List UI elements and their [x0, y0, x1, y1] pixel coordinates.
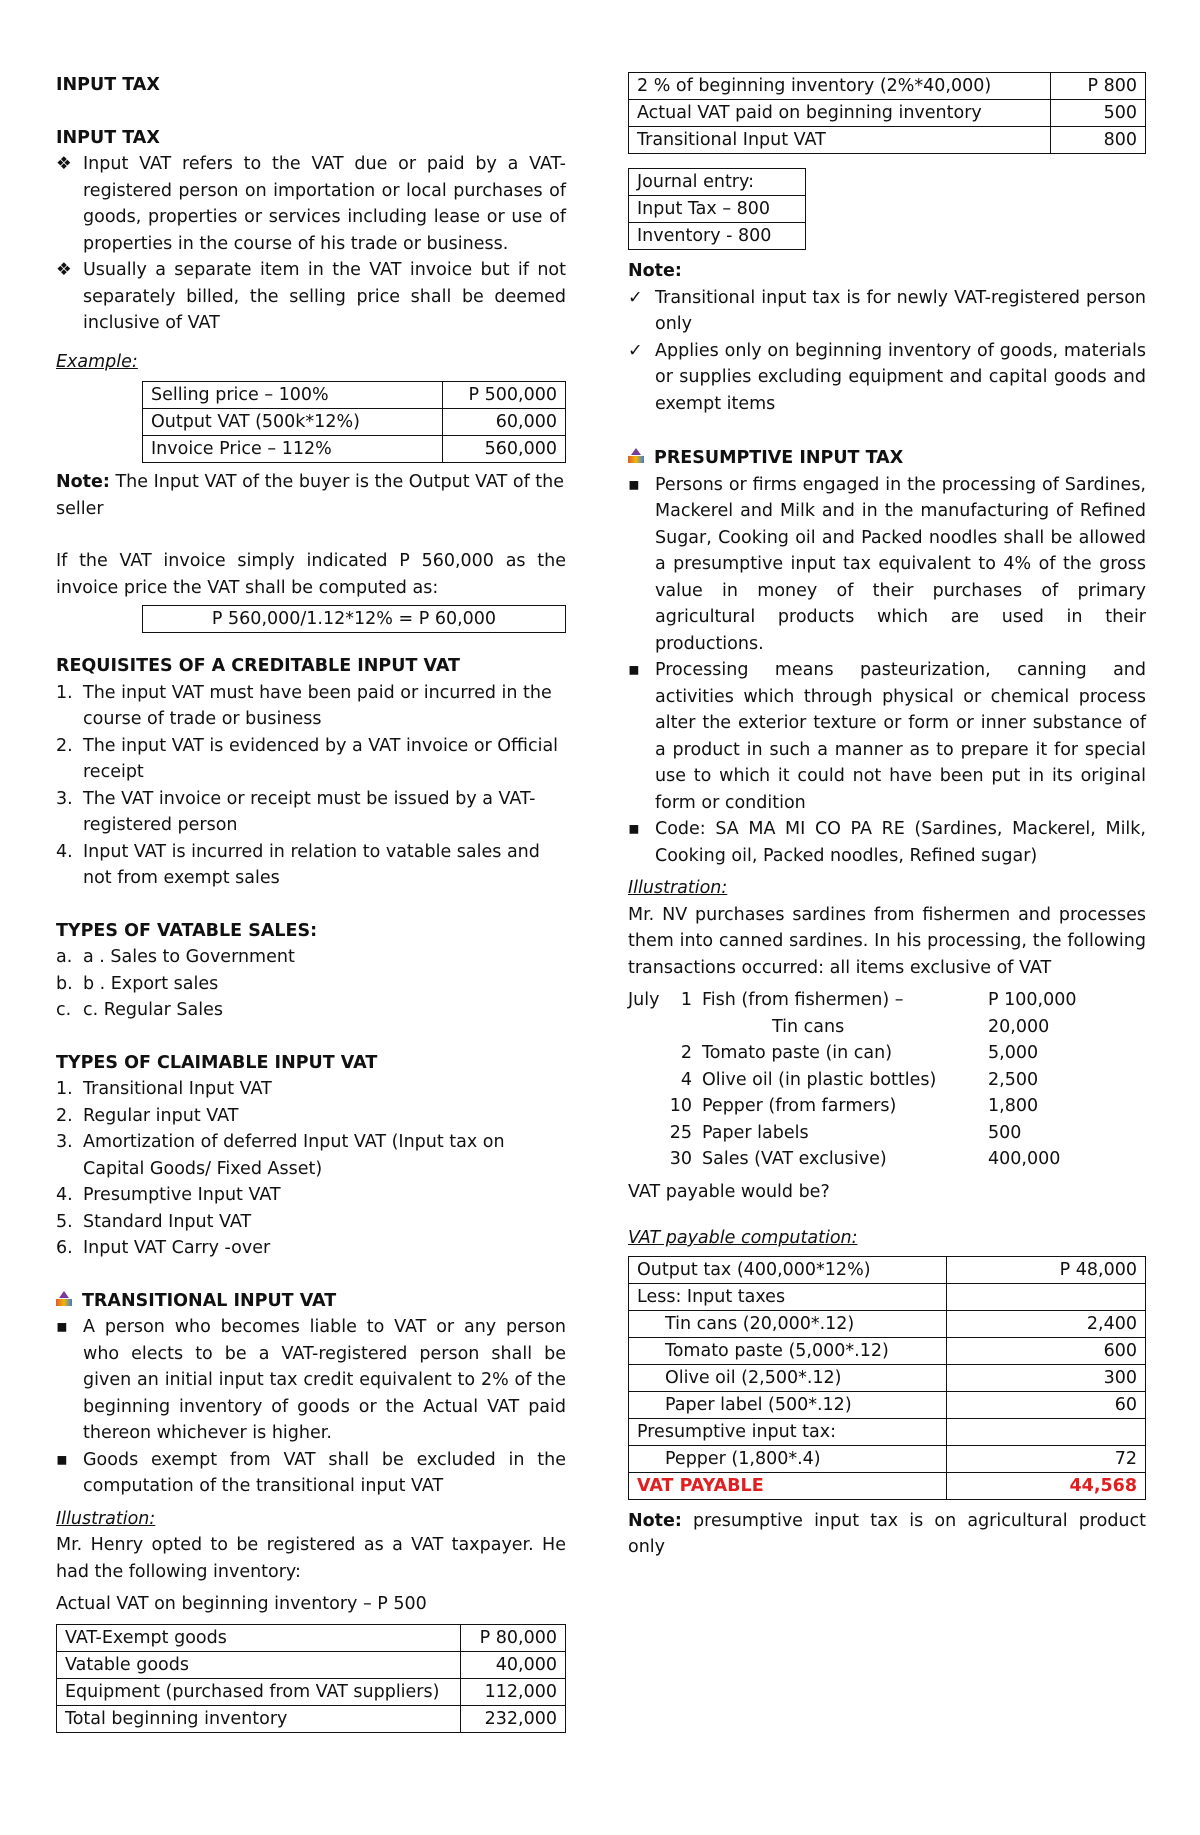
diamond-bullet-icon: ❖ [56, 260, 72, 280]
vatable-sales-heading: TYPES OF VATABLE SALES: [56, 920, 318, 941]
table-row: Paper label (500*.12) 60 [629, 1391, 1146, 1418]
note-heading: Note: [628, 261, 682, 281]
table-row: 30 Sales (VAT exclusive) 400,000 [669, 1149, 1061, 1169]
table-row: Presumptive input tax: [629, 1418, 1146, 1445]
illustration-label: Illustration: [56, 1508, 156, 1529]
table-row: Less: Input taxes [629, 1283, 1146, 1310]
list-item: a. a . Sales to Government [56, 947, 295, 967]
list-item: 6. Input VAT Carry -over [56, 1238, 271, 1258]
table-row: Tin cans (20,000*.12) 2,400 [629, 1310, 1146, 1337]
square-bullet-icon: ▪ [628, 474, 640, 495]
list-item: 3. Amortization of deferred Input VAT (Input tax on Capital Goods/ Fixed Asset) [56, 1132, 505, 1179]
table-row: VAT-Exempt goods P 80,000 [57, 1624, 566, 1651]
list-item: ▪ Processing means pasteurization, canning and activities which through physical or chemical process alter the exterior texture or form or inner substance of a product in such a manner as to prepare it for special use to which it could not have been put in its original form or condition [628, 657, 1146, 816]
list-item: 5. Standard Input VAT [56, 1211, 252, 1232]
note-checklist [628, 285, 1146, 418]
right-column [628, 72, 1146, 1561]
table-row: Transitional Input VAT 800 [629, 127, 1146, 154]
table-row: Inventory - 800 [629, 223, 806, 250]
list-item: 2. The input VAT is evidenced by a VAT invoice or Official receipt [56, 735, 559, 782]
document-title: INPUT TAX [56, 75, 160, 95]
computation-label: VAT payable computation: [628, 1228, 858, 1248]
table-row: 25 Paper labels 500 [669, 1122, 1022, 1143]
illustration-paragraph: Mr. Henry opted to be registered as a VAT taxpayer. He had the following inventory: [56, 1535, 566, 1582]
arrow-up-icon [628, 448, 644, 464]
journal-entry-table [628, 168, 806, 250]
list-item: ▪ Goods exempt from VAT shall be excluded in the computation of the transitional input VAT [56, 1447, 566, 1500]
table-row: 10 Pepper (from farmers) 1,800 [669, 1096, 1039, 1116]
list-item: 4. Presumptive Input VAT [56, 1185, 281, 1205]
list-item: c. c. Regular Sales [56, 1000, 224, 1020]
square-bullet-icon: ▪ [628, 819, 640, 839]
diamond-bullet-icon: ❖ [56, 154, 72, 174]
input-tax-heading: INPUT TAX [56, 127, 160, 148]
table-row: Total beginning inventory 232,000 [57, 1705, 566, 1732]
table-row: Olive oil (2,500*.12) 300 [629, 1364, 1146, 1391]
square-bullet-icon: ▪ [628, 660, 640, 680]
example-table [142, 381, 566, 463]
computation-table [628, 1256, 1146, 1500]
list-item: 4. Input VAT is incurred in relation to vatable sales and not from exempt sales [56, 841, 540, 888]
presumptive-bullets [628, 472, 1146, 870]
list-item: ✓ Transitional input tax is for newly VAT-registered person only [628, 285, 1146, 338]
table-row: Selling price – 100% P 500,000 [143, 382, 566, 409]
table-row: 2 % of beginning inventory (2%*40,000) P 800 [629, 73, 1146, 100]
list-item: ▪ A person who becomes liable to VAT or any person who elects to be a VAT-registered person shall be given an initial input tax credit equivalent to 2% of the beginning inventory of goods or the Actual VAT paid thereon whichever is higher. [56, 1314, 566, 1447]
list-item: 3. The VAT invoice or receipt must be issued by a VAT-registered person [56, 788, 536, 835]
list-item: ❖ Usually a separate item in the VAT invoice but if not separately billed, the selling price shall be deemed inclusive of VAT [56, 257, 566, 337]
list-item: 1. The input VAT must have been paid or incurred in the course of trade or business [56, 682, 552, 729]
requisites-heading: REQUISITES OF A CREDITABLE INPUT VAT [56, 656, 460, 676]
table-row: Equipment (purchased from VAT suppliers) 112,000 [57, 1678, 566, 1705]
transitional-bullets [56, 1314, 566, 1500]
checkmark-icon: ✓ [628, 287, 643, 308]
transitional-heading: TRANSITIONAL INPUT VAT [56, 1288, 566, 1315]
transitional-table [628, 72, 1146, 154]
table-row: Journal entry: [629, 169, 806, 196]
list-item: ❖ Input VAT refers to the VAT due or paid by a VAT-registered person on importation or local purchases of goods, properties or services including lease or use of properties in the course of his trade or business. [56, 151, 566, 257]
final-note: Note: presumptive input tax is on agricultural product only [628, 1510, 1146, 1557]
left-column [56, 72, 566, 1733]
vatable-sales-list [56, 944, 566, 1024]
actual-vat-line: Actual VAT on beginning inventory – P 500 [56, 1594, 427, 1614]
formula-box: P 560,000/1.12*12% = P 60,000 [142, 605, 566, 633]
list-item: ▪ Code: SA MA MI CO PA RE (Sardines, Mackerel, Milk, Cooking oil, Packed noodles, Refined sugar) [628, 816, 1146, 869]
table-row: Vatable goods 40,000 [57, 1651, 566, 1678]
presumptive-heading: PRESUMPTIVE INPUT TAX [628, 445, 1146, 472]
square-bullet-icon: ▪ [56, 1449, 68, 1470]
illustration-paragraph: Mr. NV purchases sardines from fishermen and processes them into canned sardines. In his processing, the following transactions occurred: all items exclusive of VAT [628, 904, 1146, 978]
table-row: Pepper (1,800*.4) 72 [629, 1445, 1146, 1472]
note-paragraph: Note: The Input VAT of the buyer is the Output VAT of the seller [56, 472, 565, 519]
table-row: Invoice Price – 112% 560,000 [143, 436, 566, 463]
table-row: Output tax (400,000*12%) P 48,000 [629, 1256, 1146, 1283]
list-item: b. b . Export sales [56, 973, 219, 994]
square-bullet-icon: ▪ [56, 1317, 68, 1337]
table-row: Tin cans 20,000 [772, 1016, 1050, 1037]
list-item: ▪ Persons or firms engaged in the processing of Sardines, Mackerel and Milk and in the manufacturing of Refined Sugar, Cooking oil and Packed noodles shall be allowed a presumptive input tax equivalent to 4% of the gross value in money of their purchases of primary agricultural products which are used in their productions. [628, 472, 1146, 658]
table-row: 4 Olive oil (in plastic bottles) 2,500 [680, 1069, 1039, 1090]
invoice-paragraph: If the VAT invoice simply indicated P 560,000 as the invoice price the VAT shall be computed as: [56, 551, 566, 598]
illustration-label: Illustration: [628, 878, 728, 898]
example-label: Example: [56, 351, 138, 372]
table-row: Input Tax – 800 [629, 196, 806, 223]
question-line: VAT payable would be? [628, 1181, 830, 1202]
input-tax-bullets [56, 151, 566, 337]
claimable-heading: TYPES OF CLAIMABLE INPUT VAT [56, 1052, 378, 1073]
table-row: Actual VAT paid on beginning inventory 500 [629, 100, 1146, 127]
table-row: July 1 Fish (from fishermen) – P 100,000 [628, 990, 1077, 1010]
transactions-table [628, 987, 1076, 1173]
table-row: Tomato paste (5,000*.12) 600 [629, 1337, 1146, 1364]
list-item: ✓ Applies only on beginning inventory of goods, materials or supplies excluding equipment and capital goods and exempt items [628, 338, 1146, 418]
arrow-up-icon [56, 1291, 72, 1307]
claimable-list [56, 1076, 566, 1262]
checkmark-icon: ✓ [628, 340, 643, 361]
inventory-table [56, 1624, 566, 1733]
list-item: 1. Transitional Input VAT [56, 1079, 272, 1099]
table-row: 2 Tomato paste (in can) 5,000 [680, 1043, 1039, 1063]
list-item: 2. Regular input VAT [56, 1105, 239, 1126]
requisites-list [56, 680, 566, 892]
table-row: Output VAT (500k*12%) 60,000 [143, 409, 566, 436]
vat-payable-row: VAT PAYABLE 44,568 [629, 1472, 1146, 1499]
